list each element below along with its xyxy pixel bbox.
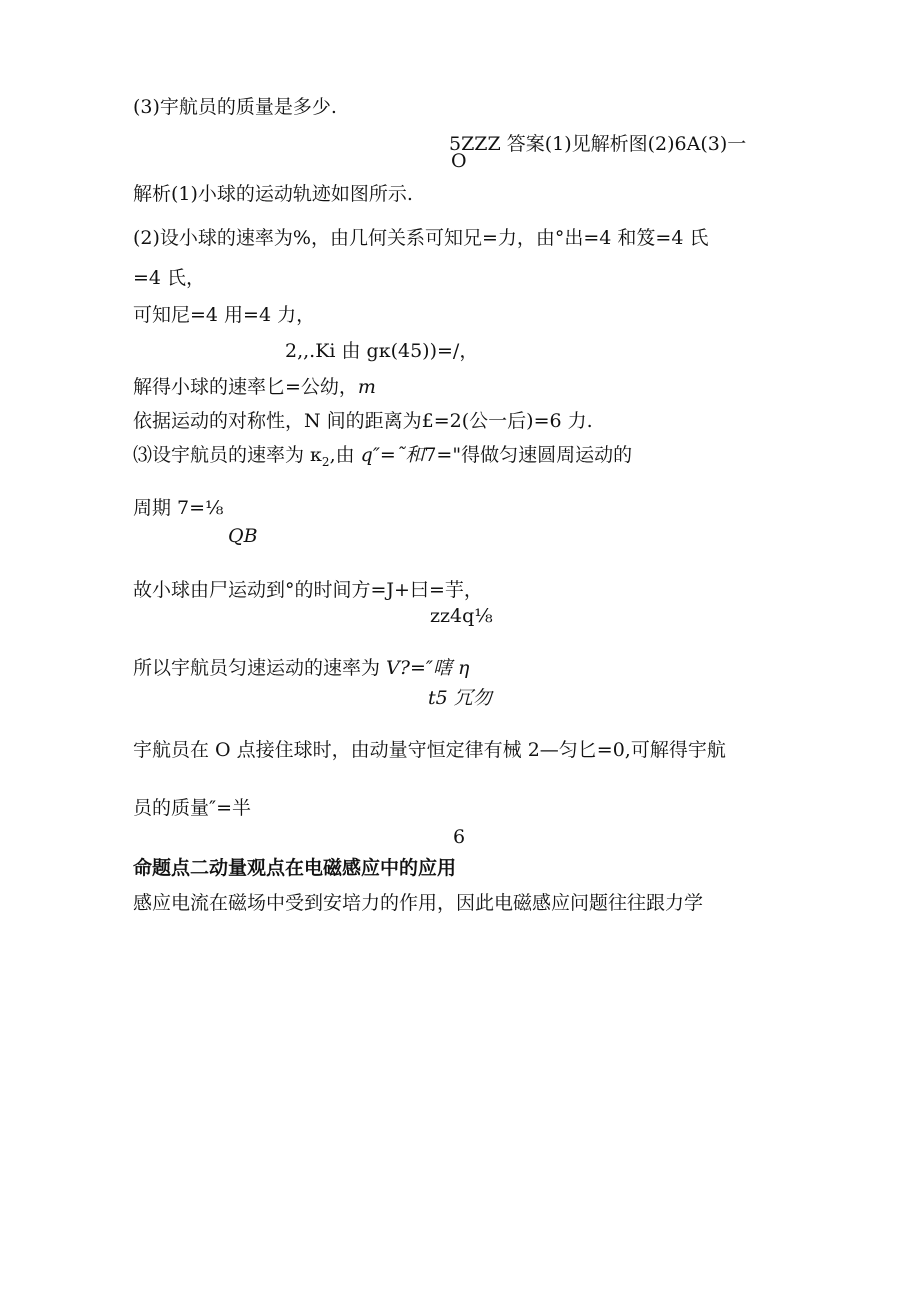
period-sub: QB (228, 525, 258, 547)
analysis-part-3a-post: 7="得做匀速圆周运动的 (424, 444, 633, 466)
speed-sub (428, 686, 492, 710)
intro-paragraph: 感应电流在磁场中受到安培力的作用，因此电磁感应问题往往跟力学 (133, 892, 704, 914)
section-heading: 命题点二动量观点在电磁感应中的应用 (133, 857, 457, 879)
analysis-part-2e: 依据运动的对称性，N 间的距离为£=2(公一后)=6 力. (133, 410, 593, 432)
analysis-part-2d (133, 375, 376, 399)
question-3: (3)宇航员的质量是多少. (133, 96, 337, 118)
analysis-part-3a-italic: q″=˜和 (360, 444, 425, 466)
analysis-part-2a: (2)设小球的速率为%，由几何关系可知兄=力，由°出=4 和笈=4 氏 (133, 227, 709, 249)
answer-line: 5ZZZ 答案(1)见解析图(2)6A(3)一 (449, 133, 747, 155)
analysis-part-2b: =4 氏， (133, 267, 206, 289)
period-line: 周期 7=⅛ (133, 497, 224, 519)
time-line: 故小球由尸运动到°的时间方=J+曰=芋， (133, 579, 483, 601)
momentum-line-b: 员的质量″=半 (133, 797, 252, 819)
analysis-part-2c: 可知尼=4 用=4 力， (133, 304, 316, 326)
speed-line-italic: V?=″嗐 η (386, 657, 470, 679)
speed-line-text: 所以宇航员匀速运动的速率为 (133, 657, 387, 679)
speed-sub-italic: t5 冗勿 (428, 687, 492, 709)
analysis-part-2d-text: 解得小球的速率匕=公幼， (133, 376, 358, 398)
formula-line: 2,,.Ki 由 gκ(45))=/， (285, 340, 479, 362)
time-sub: zz4q⅛ (430, 605, 493, 627)
analysis-part-2d-italic: m (357, 376, 376, 398)
analysis-part-3a (133, 443, 632, 474)
analysis-part-3a-sub: 2 (321, 454, 330, 469)
mass-sub: 6 (453, 826, 466, 848)
analysis-part-3a-mid: ,由 (329, 444, 361, 466)
speed-line (133, 656, 469, 680)
analysis-part-1: 解析(1)小球的运动轨迹如图所示. (133, 183, 413, 205)
momentum-line-a: 宇航员在 O 点接住球时，由动量守恒定律有械 2—匀匕=0,可解得宇航 (133, 739, 726, 761)
answer-sub: O (451, 150, 467, 172)
analysis-part-3a-pre: ⑶设宇航员的速率为 κ (133, 444, 322, 466)
